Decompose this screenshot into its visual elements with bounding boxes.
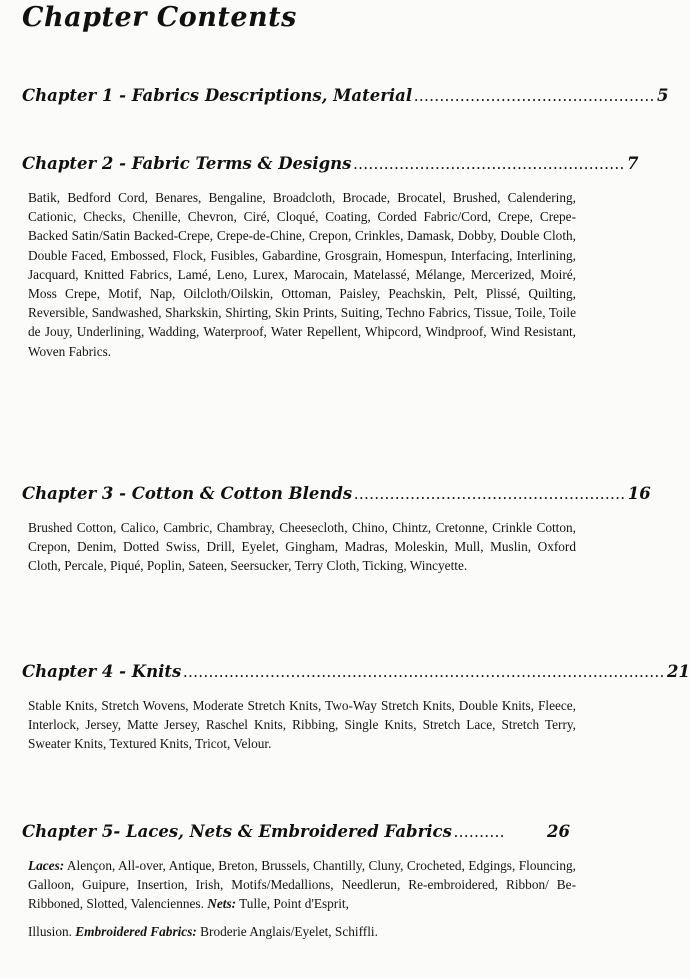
- chapter-2: [22, 154, 639, 361]
- dot-leader: .....................................................: [353, 154, 626, 173]
- nets-list: Tulle, Point d'Esprit,: [236, 896, 349, 912]
- chapter-title: Chapter 1 - Fabrics Descriptions, Material: [22, 86, 413, 105]
- chapter-title: Chapter 5- Laces, Nets & Embroidered Fabrics: [22, 822, 452, 841]
- chapter-title: Chapter 2 - Fabric Terms & Designs: [22, 154, 352, 173]
- chapter-title: Chapter 3 - Cotton & Cotton Blends: [22, 484, 353, 503]
- chapter-heading[interactable]: [22, 822, 570, 842]
- page-number: 21: [667, 662, 690, 681]
- dot-leader: .....................................................: [354, 484, 626, 503]
- dot-leader: ...............................................: [414, 86, 655, 105]
- page-title: Chapter Contents: [22, 2, 297, 33]
- chapter-title: Chapter 4 - Knits: [22, 662, 182, 681]
- laces-list: Alençon, All-over, Antique, Breton, Brussels, Chantilly, Cluny, Crocheted, Edgings, Flouncing, Galloon, Guipure, Insertion, Irish, Motifs/Medallions, Needlerun, Re-embroidered, Ribbon/ Be-Ribboned, Slotted, Valenciennes.: [28, 858, 576, 912]
- page-number: 16: [627, 484, 651, 503]
- chapter-1: [22, 86, 669, 106]
- page-number: 7: [627, 154, 639, 173]
- chapter-4: [22, 662, 690, 754]
- chapter-heading[interactable]: [22, 154, 639, 174]
- chapter-heading[interactable]: [22, 86, 669, 106]
- illusion-text: Illusion.: [28, 923, 72, 939]
- nets-label: Nets:: [207, 896, 237, 912]
- page-number: 5: [657, 86, 669, 105]
- chapter-topics-continued: [22, 922, 576, 941]
- chapter-3: [22, 484, 651, 576]
- laces-label: Laces:: [28, 858, 65, 873]
- chapter-heading[interactable]: [22, 662, 690, 682]
- chapter-topics: Brushed Cotton, Calico, Cambric, Chambray, Cheesecloth, Chino, Chintz, Cretonne, Crinkle Cotton, Crepon, Denim, Dotted Swiss, Drill, Eyelet, Gingham, Madras, Moleskin, Mull, Muslin, Oxford Cloth, Percale, Piqué, Poplin, Sateen, Seersucker, Terry Cloth, Ticking, Wincyette.: [28, 520, 576, 574]
- embroidered-list: Broderie Anglais/Eyelet, Schiffli.: [196, 923, 378, 939]
- chapter-topics: [22, 856, 576, 914]
- page-number: 26: [547, 822, 570, 841]
- dot-leader: ..........: [453, 822, 506, 841]
- chapter-topics: Stable Knits, Stretch Wovens, Moderate Stretch Knits, Two-Way Stretch Knits, Double Knits, Fleece, Interlock, Jersey, Matte Jersey, Raschel Knits, Ribbing, Single Knits, Stretch Lace, Stretch Terry, Sweater Knits, Textured Knits, Tricot, Velour.: [28, 698, 576, 752]
- chapter-heading[interactable]: [22, 484, 651, 504]
- embroidered-label: Embroidered Fabrics:: [75, 923, 197, 939]
- chapter-topics: Batik, Bedford Cord, Benares, Bengaline, Broadcloth, Brocade, Brocatel, Brushed, Calendering, Cationic, Checks, Chenille, Chevron, Ciré, Cloqué, Coating, Corded Fabric/Cord, Crepe, Crepe-Backed Satin/Satin Backed-Crepe, Crepe-de-Chine, Crepon, Crinkles, Damask, Dobby, Double Cloth, Double Faced, Embossed, Flock, Fusibles, Gabardine, Grosgrain, Homespun, Interfacing, Interlining, Jacquard, Knitted Fabrics, Lamé, Leno, Lurex, Marocain, Matelassé, Mélange, Mercerized, Moiré, Moss Crepe, Motif, Nap, Oilcloth/Oilskin, Ottoman, Paisley, Peachskin, Pelt, Plissé, Quilting, Reversible, Sandwashed, Sharkskin, Shirting, Skin Prints, Suiting, Techno Fabrics, Tissue, Toile, Toile de Jouy, Underlining, Wadding, Waterproof, Water Repellent, Whipcord, Windproof, Wind Resistant, Woven Fabrics.: [28, 190, 576, 359]
- chapter-5: [22, 822, 576, 941]
- dot-leader: ..............................................................................................: [183, 662, 665, 681]
